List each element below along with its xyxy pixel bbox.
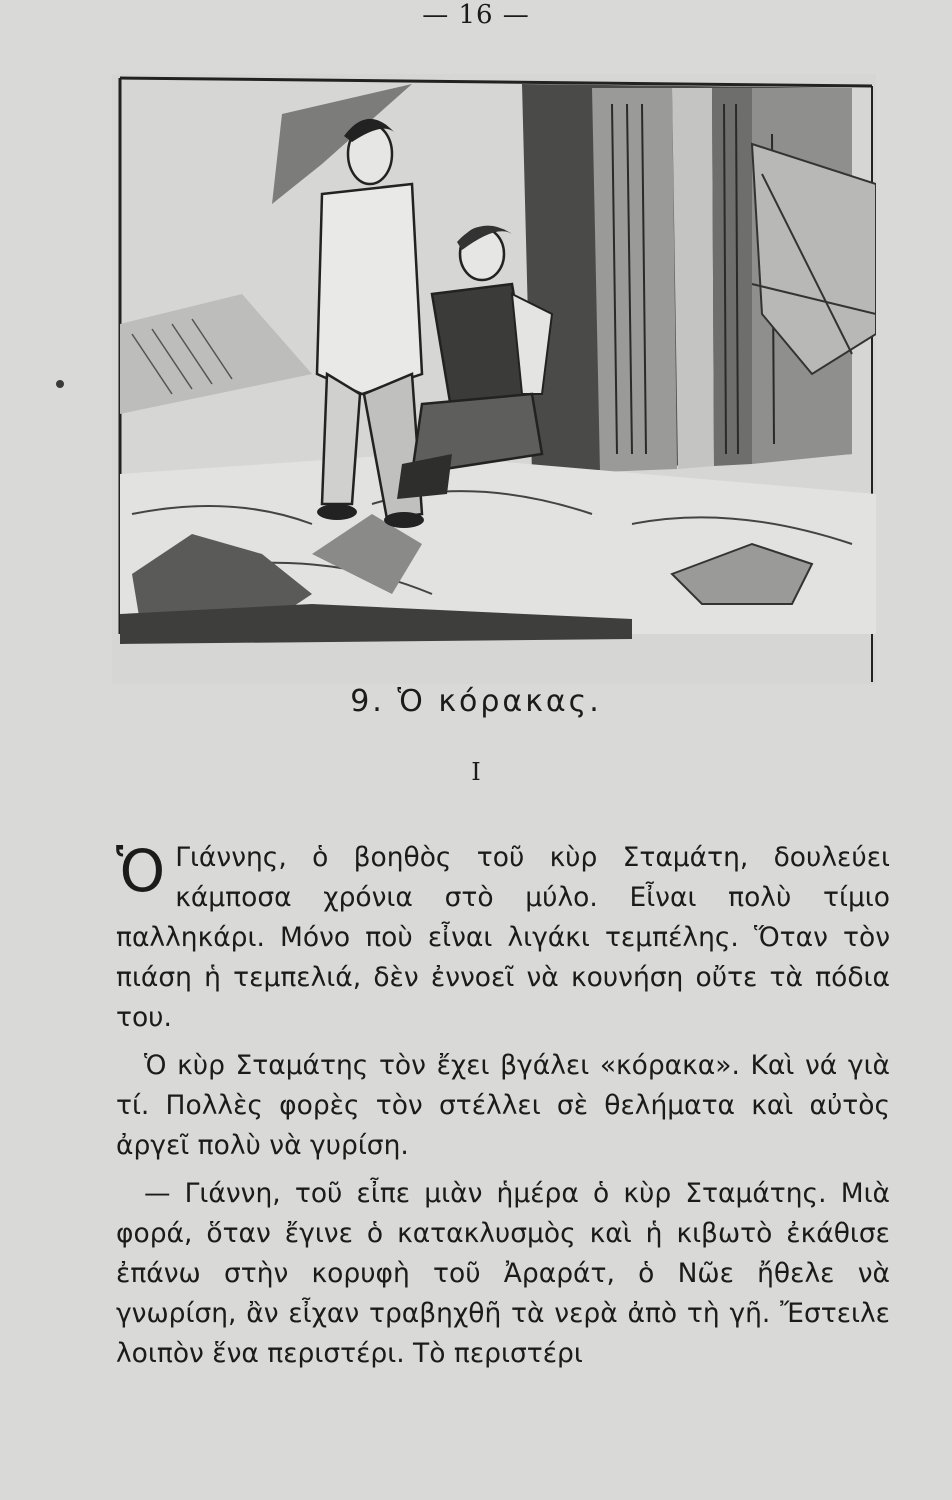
chapter-title: 9. Ὁ κόρακας. [350,684,602,719]
illustration-two-men-at-mill [112,74,876,684]
section-number: Ι [471,758,481,786]
margin-ink-dot [56,380,64,388]
paragraph-2: Ὁ κὺρ Σταμάτης τὸν ἔχει βγάλει «κόρακα». Καὶ νά γιὰ τί. Πολλὲς φορὲς τὸν στέλλει σὲ θελήματα καὶ αὐτὸς ἀργεῖ πολὺ νὰ γυρίση. [116,1050,890,1161]
page-number: — 16 — [422,0,530,30]
drop-cap: Ὁ [116,837,166,905]
paragraph-3: — Γιάννη, τοῦ εἶπε μιὰν ἡμέρα ὁ κὺρ Σταμάτης. Μιὰ φορά, ὅταν ἔγινε ὁ κατακλυσμὸς καὶ ἡ κιβωτὸ ἐκάθισε ἐπάνω στὴν κορυφὴ τοῦ Ἀραράτ, ὁ Νῶε ἤθελε νὰ γνωρίση, ἂν εἶχαν τραβηχθῆ τὰ νερὰ ἀπὸ τὴ γῆ. Ἔστειλε λοιπὸν ἕνα περιστέρι. Τὸ περιστέρι [116,1178,890,1369]
paragraph-1 [116,838,890,1038]
paragraph-1-text: Γιάννης, ὁ βοηθὸς τοῦ κὺρ Σταμάτη, δουλεύει κάμποσα χρόνια στὸ μύλο. Εἶναι πολὺ τίμιο παλληκάρι. Μόνο ποὺ εἶναι λιγάκι τεμπέλης. Ὅταν τὸν πιάση ἡ τεμπελιά, δὲν ἐννοεῖ νὰ κουνήση οὔτε τὰ πόδια του. [116,842,890,1033]
